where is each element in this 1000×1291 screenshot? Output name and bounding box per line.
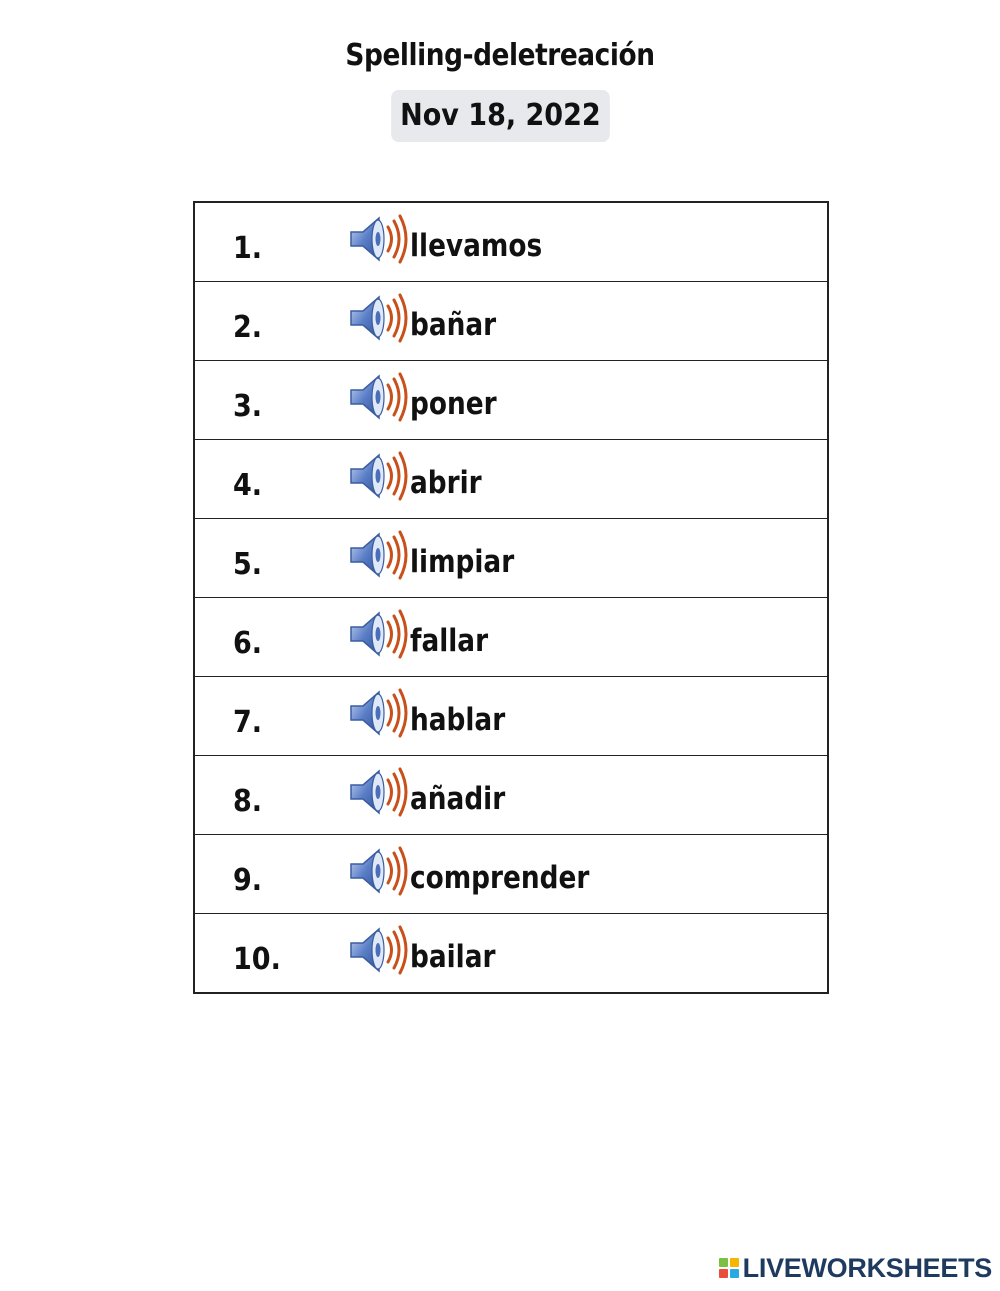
speaker-icon[interactable] [348,766,410,818]
logo-tile [719,1269,728,1278]
row-number: 1. [233,231,263,266]
spelling-word: hablar [410,702,506,738]
speaker-icon[interactable] [348,845,410,897]
spelling-word: limpiar [410,544,515,580]
row-number: 6. [233,626,263,661]
spelling-word: fallar [410,623,489,659]
speaker-icon[interactable] [348,292,410,344]
word-row [195,361,827,440]
row-number: 9. [233,863,263,898]
word-row [195,598,827,677]
speaker-icon[interactable] [348,687,410,739]
speaker-icon[interactable] [348,924,410,976]
row-number: 3. [233,389,263,424]
spelling-word: bailar [410,939,496,975]
logo-tile [730,1258,739,1267]
speaker-icon[interactable] [348,529,410,581]
word-row [195,203,827,282]
spelling-word-table [193,201,829,994]
speaker-icon[interactable] [348,450,410,502]
row-number: 10. [233,942,281,977]
speaker-icon[interactable] [348,371,410,423]
word-row [195,677,827,756]
worksheet-date: Nov 18, 2022 [391,90,610,142]
liveworksheets-logo [719,1253,992,1283]
logo-tile [719,1258,728,1267]
word-row [195,756,827,835]
speaker-icon[interactable] [348,608,410,660]
row-number: 8. [233,784,263,819]
word-row [195,282,827,361]
spelling-word: comprender [410,860,590,896]
logo-text: LIVEWORKSHEETS [742,1252,992,1283]
word-row [195,914,827,992]
word-row [195,519,827,598]
spelling-word: poner [410,386,497,422]
logo-tile [730,1269,739,1278]
date-container [0,90,1000,142]
row-number: 2. [233,310,263,345]
spelling-word: añadir [410,781,506,817]
row-number: 7. [233,705,263,740]
row-number: 4. [233,468,263,503]
row-number: 5. [233,547,263,582]
worksheet-title: Spelling-deletreación [345,38,655,73]
word-row [195,440,827,519]
spelling-word: bañar [410,307,497,343]
word-row [195,835,827,914]
spelling-word: abrir [410,465,482,501]
speaker-icon[interactable] [348,213,410,265]
spelling-word: llevamos [410,228,543,264]
liveworksheets-logo-icon [719,1258,739,1278]
